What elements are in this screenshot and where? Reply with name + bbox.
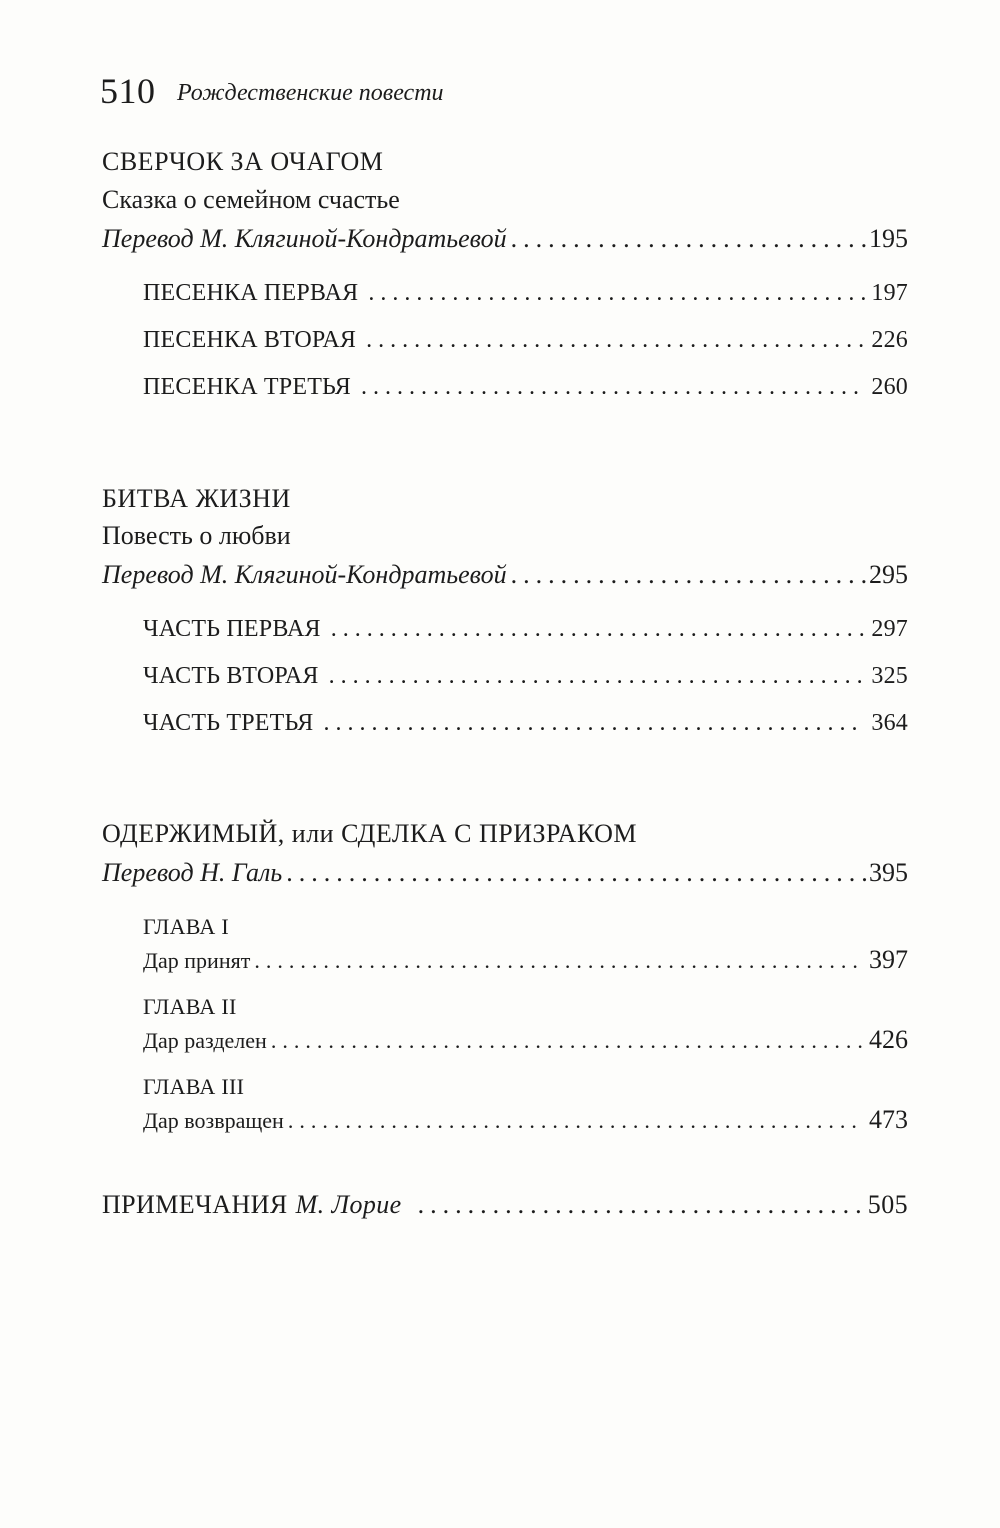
entry-page-number: 473 (869, 1105, 908, 1134)
toc-entry-part[interactable] (143, 663, 908, 690)
chapter-heading: ГЛАВА III (143, 1074, 245, 1099)
translation-label: Перевод М. Клягиной-Кондратьевой (102, 560, 507, 589)
toc-entry-notes[interactable] (102, 1190, 908, 1220)
dot-leader (323, 710, 865, 737)
entry-page-number: 395 (869, 858, 908, 887)
dot-leader (254, 948, 863, 974)
dot-leader (331, 616, 866, 643)
chapter-heading: ГЛАВА I (143, 914, 229, 939)
part-label: ЧАСТЬ ТРЕТЬЯ (143, 710, 314, 736)
toc-entry-part[interactable] (143, 616, 908, 643)
chapter-heading: ГЛАВА II (143, 994, 237, 1019)
section-title: ОДЕРЖИМЫЙ, или СДЕЛКА С ПРИЗРАКОМ (102, 819, 638, 848)
entry-page-number: 197 (871, 280, 908, 306)
notes-author: М. Лорие (295, 1190, 402, 1219)
chapter-label: Дар возвращен (143, 1108, 284, 1133)
toc-entry-translation[interactable] (102, 858, 908, 888)
chapter-label: Дар разделен (143, 1028, 267, 1053)
part-label: ПЕСЕНКА ПЕРВАЯ (143, 280, 359, 306)
toc-entry-chapter[interactable] (143, 945, 908, 975)
entry-page-number: 297 (871, 616, 908, 642)
entry-page-number: 426 (869, 1025, 908, 1054)
dot-leader (288, 1108, 863, 1134)
toc-entry-part[interactable] (143, 280, 908, 307)
part-label: ПЕСЕНКА ТРЕТЬЯ (143, 374, 351, 400)
translation-label: Перевод М. Клягиной-Кондратьевой (102, 224, 507, 253)
dot-leader (511, 224, 867, 254)
page-number: 510 (100, 71, 156, 111)
toc-entry-part[interactable] (143, 327, 908, 354)
dot-leader (329, 663, 866, 690)
section-subtitle: Сказка о семейном счастье (102, 185, 400, 214)
entry-page-number: 364 (871, 710, 908, 736)
toc-entry-chapter[interactable] (143, 1025, 908, 1055)
running-title: Рождественские повести (177, 80, 444, 106)
toc-entry-translation[interactable] (102, 224, 908, 254)
entry-page-number: 397 (869, 945, 908, 974)
dot-leader (368, 280, 865, 307)
part-label: ПЕСЕНКА ВТОРАЯ (143, 327, 357, 353)
translation-label: Перевод Н. Галь (102, 858, 283, 887)
toc-entry-chapter[interactable] (143, 1105, 908, 1135)
entry-page-number: 226 (871, 327, 908, 353)
entry-page-number: 260 (871, 374, 908, 400)
dot-leader (361, 374, 865, 401)
entry-page-number: 325 (871, 663, 908, 689)
toc-entry-part[interactable] (143, 710, 908, 737)
section-title: СВЕРЧОК ЗА ОЧАГОМ (102, 147, 384, 176)
chapter-label: Дар принят (143, 948, 251, 973)
dot-leader (418, 1190, 866, 1220)
notes-label (102, 1190, 402, 1220)
dot-leader (286, 858, 867, 888)
toc-entry-part[interactable] (143, 374, 908, 401)
dot-leader (271, 1028, 863, 1054)
notes-title: ПРИМЕЧАНИЯ (102, 1190, 288, 1219)
entry-page-number: 505 (867, 1190, 908, 1219)
part-label: ЧАСТЬ ВТОРАЯ (143, 663, 319, 689)
toc-entry-translation[interactable] (102, 560, 908, 590)
dot-leader (511, 560, 867, 590)
entry-page-number: 295 (869, 560, 908, 589)
entry-page-number: 195 (869, 224, 908, 253)
dot-leader (366, 327, 865, 354)
section-title: БИТВА ЖИЗНИ (102, 484, 291, 513)
part-label: ЧАСТЬ ПЕРВАЯ (143, 616, 321, 642)
section-subtitle: Повесть о любви (102, 521, 291, 550)
